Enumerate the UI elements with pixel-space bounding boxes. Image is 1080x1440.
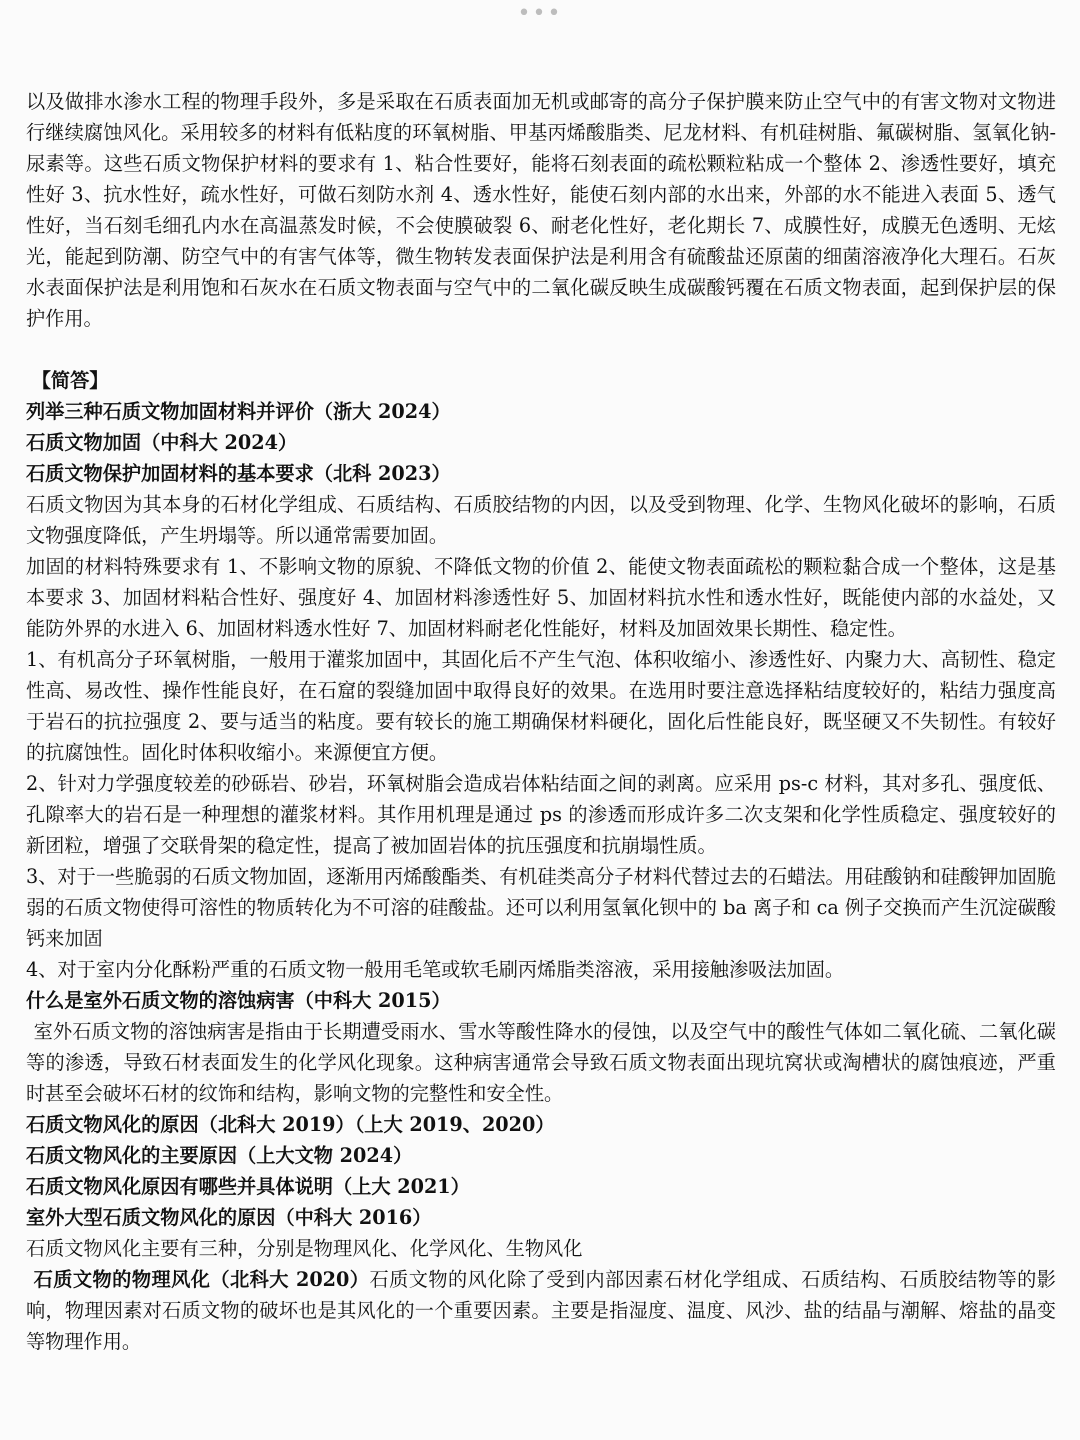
answer-paragraph: 室外石质文物的溶蚀病害是指由于长期遭受雨水、雪水等酸性降水的侵蚀，以及空气中的酸性气体如二氧化硫、二氧化碳等的渗透，导致石材表面发生的化学风化现象。这种病害通常会导致石质文物表面出现坑窝状或淘槽状的腐蚀痕迹，严重时甚至会破坏石材的纹饰和结构，影响文物的完整性和安全性。 [26, 1020, 1056, 1105]
paragraph-gap [26, 334, 1056, 365]
answer-paragraph [26, 1264, 1056, 1357]
question-heading: 什么是室外石质文物的溶蚀病害（中科大 2015） [26, 989, 451, 1012]
question-heading: 石质文物风化的主要原因（上大文物 2024） [26, 1144, 413, 1167]
answer-text: 石质文物的风化除了受到内部因素石材化学组成、石质结构、石质胶结物等的影响，物理因素对石质文物的破坏也是其风化的一个重要因素。主要是指湿度、温度、风沙、盐的结晶与潮解、熔盐的晶变等物理作用。 [26, 1268, 1056, 1353]
document-body [26, 86, 1056, 1357]
more-dots-icon[interactable]: ••• [517, 1, 563, 26]
question-heading: 石质文物保护加固材料的基本要求（北科 2023） [26, 462, 451, 485]
answer-paragraph: 石质文物因为其本身的石材化学组成、石质结构、石质胶结物的内因，以及受到物理、化学、生物风化破坏的影响，石质文物强度降低，产生坍塌等。所以通常需要加固。 [26, 493, 1056, 547]
intro-paragraph: 以及做排水渗水工程的物理手段外，多是采取在石质表面加无机或邮寄的高分子保护膜来防止空气中的有害文物对文物进行继续腐蚀风化。采用较多的材料有低粘度的环氧树脂、甲基丙烯酸脂类、尼龙材料、有机硅树脂、氟碳树脂、氢氧化钠-尿素等。这些石质文物保护材料的要求有 1、粘合性要好，能将石刻表面的疏松颗粒粘成一个整体 2、渗透性要好，填充性好 3、抗水性好，疏水性好，可做石刻防水剂 4、透水性好，能使石刻内部的水出来，外部的水不能进入表面 5、透气性好，当石刻毛细孔内水在高温蒸发时候，不会使膜破裂 6、耐老化性好，老化期长 7、成膜性好，成膜无色透明、无炫光，能起到防潮、防空气中的有害气体等，微生物转发表面保护法是利用含有硫酸盐还原菌的细菌溶液净化大理石。石灰水表面保护法是利用饱和石灰水在石质文物表面与空气中的二氧化碳反映生成碳酸钙覆在石质文物表面，起到保护层的保护作用。 [26, 90, 1056, 330]
section-label: 【简答】 [31, 369, 109, 392]
answer-paragraph: 1、有机高分子环氧树脂，一般用于灌浆加固中，其固化后不产生气泡、体积收缩小、渗透性好、内聚力大、高韧性、稳定性高、易改性、操作性能良好，在石窟的裂缝加固中取得良好的效果。在选用时要注意选择粘结度较好的，粘结力强度高于岩石的抗拉强度 2、要与适当的粘度。要有较长的施工期确保材料硬化，固化后性能良好，既坚硬又不失韧性。有较好的抗腐蚀性。固化时体积收缩小。来源便宜方便。 [26, 648, 1056, 764]
answer-paragraph: 2、针对力学强度较差的砂砾岩、砂岩，环氧树脂会造成岩体粘结面之间的剥离。应采用 ps-c 材料，其对多孔、强度低、孔隙率大的岩石是一种理想的灌浆材料。其作用机理是通过 ps 的渗透而形成许多二次支架和化学性质稳定、强度较好的新团粒，增强了交联骨架的稳定性，提高了被加固岩体的抗压强度和抗崩塌性质。 [26, 772, 1056, 857]
inline-question-heading: 石质文物的物理风化（北科大 2020） [33, 1268, 370, 1291]
question-heading: 石质文物风化原因有哪些并具体说明（上大 2021） [26, 1175, 470, 1198]
answer-paragraph: 3、对于一些脆弱的石质文物加固，逐渐用丙烯酸酯类、有机硅类高分子材料代替过去的石蜡法。用硅酸钠和硅酸钾加固脆弱的石质文物使得可溶性的物质转化为不可溶的硅酸盐。还可以利用氢氧化钡中的 ba 离子和 ca 例子交换而产生沉淀碳酸钙来加固 [26, 865, 1056, 950]
answer-paragraph: 石质文物风化主要有三种，分别是物理风化、化学风化、生物风化 [26, 1237, 583, 1260]
question-heading: 石质文物加固（中科大 2024） [26, 431, 298, 454]
question-heading: 室外大型石质文物风化的原因（中科大 2016） [26, 1206, 432, 1229]
question-heading: 石质文物风化的原因（北科大 2019）（上大 2019、2020） [26, 1113, 555, 1136]
answer-paragraph: 加固的材料特殊要求有 1、不影响文物的原貌、不降低文物的价值 2、能使文物表面疏松的颗粒黏合成一个整体，这是基本要求 3、加固材料粘合性好、强度好 4、加固材料渗透性好 5、加固材料抗水性和透水性好，既能使内部的水益处，又能防外界的水进入 6、加固材料透水性好 7、加固材料耐老化性能好，材料及加固效果长期性、稳定性。 [26, 555, 1056, 640]
question-heading: 列举三种石质文物加固材料并评价（浙大 2024） [26, 400, 451, 423]
answer-paragraph: 4、对于室内分化酥粉严重的石质文物一般用毛笔或软毛刷丙烯脂类溶液，采用接触渗吸法加固。 [26, 958, 845, 981]
